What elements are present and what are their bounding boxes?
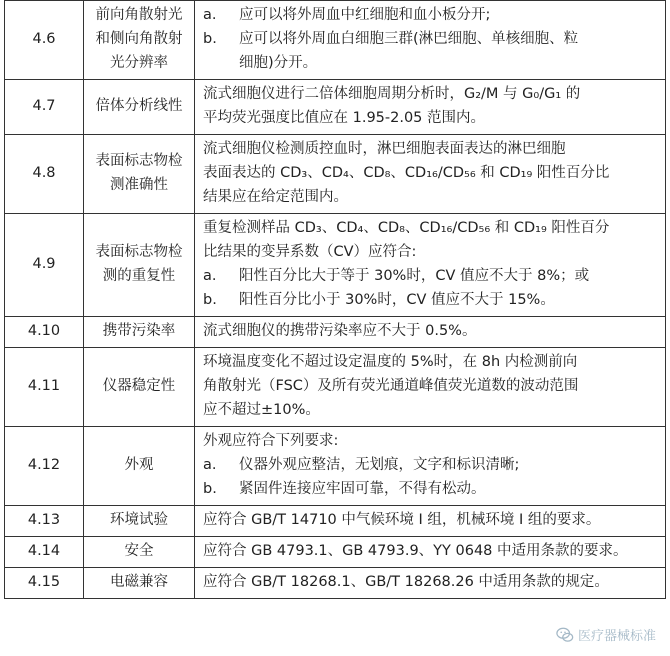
clause-requirement [195, 80, 666, 135]
list-item-label: a. [203, 457, 217, 473]
clause-name-line: 测的重复性 [102, 268, 176, 284]
clause-name [84, 348, 195, 427]
clause-number: 4.13 [5, 506, 84, 537]
list-item-text: 应可以将外周血中红细胞和血小板分开; [239, 7, 491, 23]
list-item-label: a. [203, 7, 217, 23]
wechat-logo-icon [556, 626, 574, 644]
table-row [5, 568, 666, 599]
clause-requirement [195, 568, 666, 599]
list-item-text: 阳性百分比小于 30%时，CV 值应不大于 15%。 [239, 292, 555, 308]
list-item-text: 应可以将外周血白细胞三群(淋巴细胞、单核细胞、粒 [239, 31, 579, 47]
requirement-list-item [203, 453, 657, 477]
requirement-line: 应符合 GB/T 14710 中气候环境 I 组，机械环境 I 组的要求。 [203, 512, 601, 528]
clause-name-line: 安全 [124, 543, 154, 559]
clause-number: 4.9 [5, 214, 84, 317]
clause-number: 4.7 [5, 80, 84, 135]
clause-name-line: 测准确性 [110, 177, 168, 193]
clause-number: 4.10 [5, 317, 84, 348]
clause-requirement [195, 214, 666, 317]
clause-requirement [195, 348, 666, 427]
table-row [5, 506, 666, 537]
requirement-line: 流式细胞仪进行二倍体细胞周期分析时，G₂/M 与 G₀/G₁ 的 [203, 86, 581, 102]
clause-number: 4.11 [5, 348, 84, 427]
table-row [5, 348, 666, 427]
clause-name [84, 506, 195, 537]
clause-name [84, 537, 195, 568]
list-item-text: 阳性百分比大于等于 30%时，CV 值应不大于 8%；或 [239, 268, 590, 284]
clause-requirement [195, 1, 666, 80]
table-row [5, 1, 666, 80]
requirement-list-item [203, 288, 657, 312]
clause-number: 4.8 [5, 135, 84, 214]
requirement-list-item [203, 264, 657, 288]
requirement-line: 外观应符合下列要求: [203, 433, 339, 449]
requirement-line: 表面表达的 CD₃、CD₄、CD₈、CD₁₆/CD₅₆ 和 CD₁₉ 阳性百分比 [203, 165, 610, 181]
requirement-line: 比结果的变异系数（CV）应符合: [203, 244, 417, 260]
clause-name-line: 光分辨率 [110, 55, 168, 71]
clause-requirement [195, 135, 666, 214]
list-item-text: 紧固件连接应牢固可靠，不得有松动。 [239, 481, 486, 497]
clause-name [84, 317, 195, 348]
requirement-list-item [203, 3, 657, 27]
table-row [5, 135, 666, 214]
requirement-line: 角散射光（FSC）及所有荧光通道峰值荧光道数的波动范围 [203, 378, 579, 394]
watermark-text: 医疗器械标准 [577, 629, 656, 644]
requirement-line: 流式细胞仪检测质控血时，淋巴细胞表面表达的淋巴细胞 [203, 141, 566, 157]
table-row [5, 427, 666, 506]
clause-number: 4.15 [5, 568, 84, 599]
clause-name-line: 仪器稳定性 [102, 378, 176, 394]
list-item-label: b. [203, 31, 217, 47]
clause-name-line: 表面标志物检 [95, 244, 183, 260]
table-row [5, 80, 666, 135]
clause-name [84, 427, 195, 506]
clause-name-line: 环境试验 [110, 512, 168, 528]
table-row [5, 214, 666, 317]
clause-number: 4.12 [5, 427, 84, 506]
list-item-label: a. [203, 268, 217, 284]
requirement-line: 结果应在给定范围内。 [203, 189, 348, 205]
requirement-line: 重复检测样品 CD₃、CD₄、CD₈、CD₁₆/CD₅₆ 和 CD₁₉ 阳性百分 [203, 220, 610, 236]
clause-requirement [195, 427, 666, 506]
clause-name [84, 135, 195, 214]
watermark [556, 625, 656, 644]
specification-table-body [5, 1, 666, 599]
list-item-text: 细胞)分开。 [239, 55, 318, 71]
requirement-line: 流式细胞仪的携带污染率应不大于 0.5%。 [203, 323, 477, 339]
clause-name [84, 214, 195, 317]
clause-number: 4.6 [5, 1, 84, 80]
table-row [5, 537, 666, 568]
requirement-line: 应符合 GB 4793.1、GB 4793.9、YY 0648 中适用条款的要求。 [203, 543, 628, 559]
clause-name-line: 前向角散射光 [95, 7, 183, 23]
requirement-line: 平均荧光强度比值应在 1.95-2.05 范围内。 [203, 110, 486, 126]
table-row [5, 317, 666, 348]
specification-table [4, 0, 666, 599]
clause-requirement [195, 317, 666, 348]
clause-name-line: 表面标志物检 [95, 153, 183, 169]
list-item-text: 仪器外观应整洁，无划痕，文字和标识清晰; [239, 457, 520, 473]
clause-number: 4.14 [5, 537, 84, 568]
requirement-list-item [203, 477, 657, 501]
clause-name [84, 80, 195, 135]
requirement-line: 环境温度变化不超过设定温度的 5%时，在 8h 内检测前向 [203, 354, 578, 370]
requirement-line: 应符合 GB/T 18268.1、GB/T 18268.26 中适用条款的规定。 [203, 574, 609, 590]
clause-name-line: 携带污染率 [102, 323, 176, 339]
list-item-label: b. [203, 481, 217, 497]
list-item-label: b. [203, 292, 217, 308]
clause-name-line: 倍体分析线性 [95, 98, 183, 114]
clause-requirement [195, 506, 666, 537]
clause-name-line: 和侧向角散射 [95, 31, 183, 47]
clause-name [84, 1, 195, 80]
requirement-list-item [203, 27, 657, 51]
requirement-list-item [203, 51, 657, 75]
clause-name [84, 568, 195, 599]
clause-name-line: 外观 [124, 457, 154, 473]
clause-requirement [195, 537, 666, 568]
clause-name-line: 电磁兼容 [110, 574, 168, 590]
requirement-line: 应不超过±10%。 [203, 402, 320, 418]
